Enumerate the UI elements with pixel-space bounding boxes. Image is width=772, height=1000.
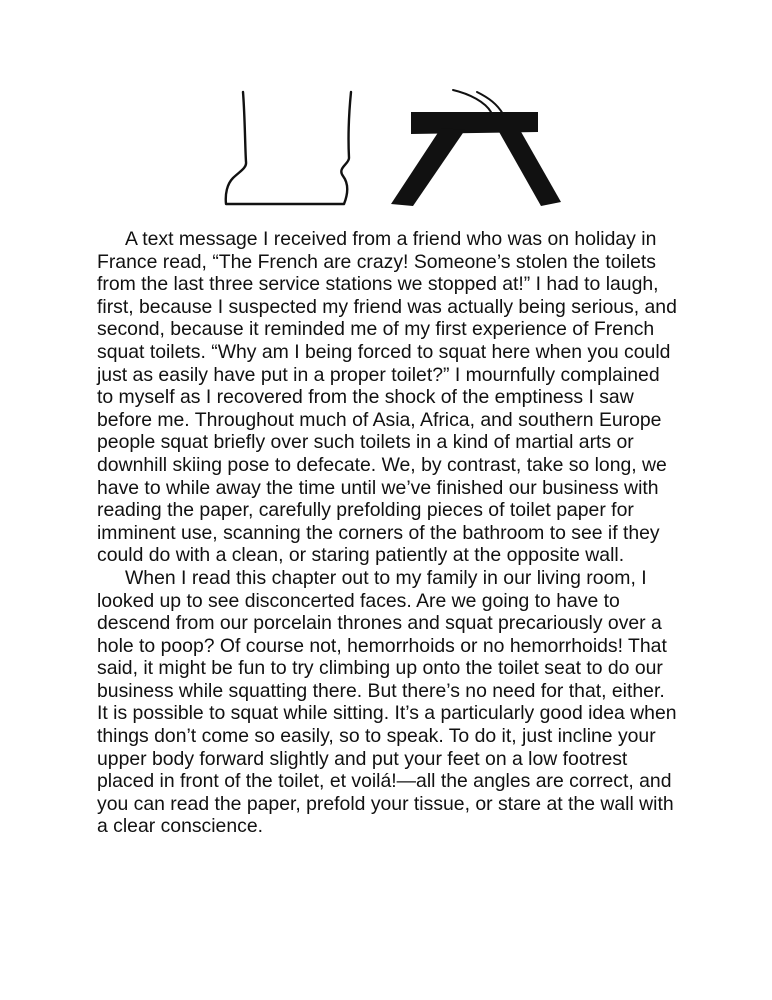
squat-stool-icon — [391, 90, 561, 206]
toilet-base-outline-icon — [226, 92, 351, 204]
paragraph-1: A text message I received from a friend who was on holiday in France read, “The French are crazy! Someone’s stolen the toilets from the last three service stations we stopped at!” I had to laugh, first, because I suspected my friend was actually being serious, and second, because it reminded me of my first experience of French squat toilets. “Why am I being forced to squat here when you could just as easily have put in a proper toilet?” I mournfully complained to myself as I recovered from the shock of the emptiness I saw before me. Throughout much of Asia, Africa, and southern Europe people squat briefly over such toilets in a kind of martial arts or downhill skiing pose to defecate. We, by contrast, take so long, we have to while away the time until we’ve finished our business with reading the paper, carefully prefolding pieces of toilet paper for imminent use, scanning the corners of the bathroom to see if they could do with a clean, or staring patiently at the opposite wall. — [97, 228, 677, 567]
body-text — [97, 228, 677, 838]
toilet-and-footstool-illustration — [215, 88, 565, 214]
paragraph-2: When I read this chapter out to my family in our living room, I looked up to see disconcerted faces. Are we going to have to descend from our porcelain thrones and squat precariously over a hole to poop? Of course not, hemorrhoids or no hemorrhoids! That said, it might be fun to try climbing up onto the toilet seat to do our business while squatting there. But there’s no need for that, either. It is possible to squat while sitting. It’s a particularly good idea when things don’t come so easily, so to speak. To do it, just incline your upper body forward slightly and put your feet on a low footrest placed in front of the toilet, et voilá!—all the angles are correct, and you can read the paper, prefold your tissue, or stare at the wall with a clear conscience. — [97, 566, 677, 838]
illustration-svg — [215, 88, 565, 214]
